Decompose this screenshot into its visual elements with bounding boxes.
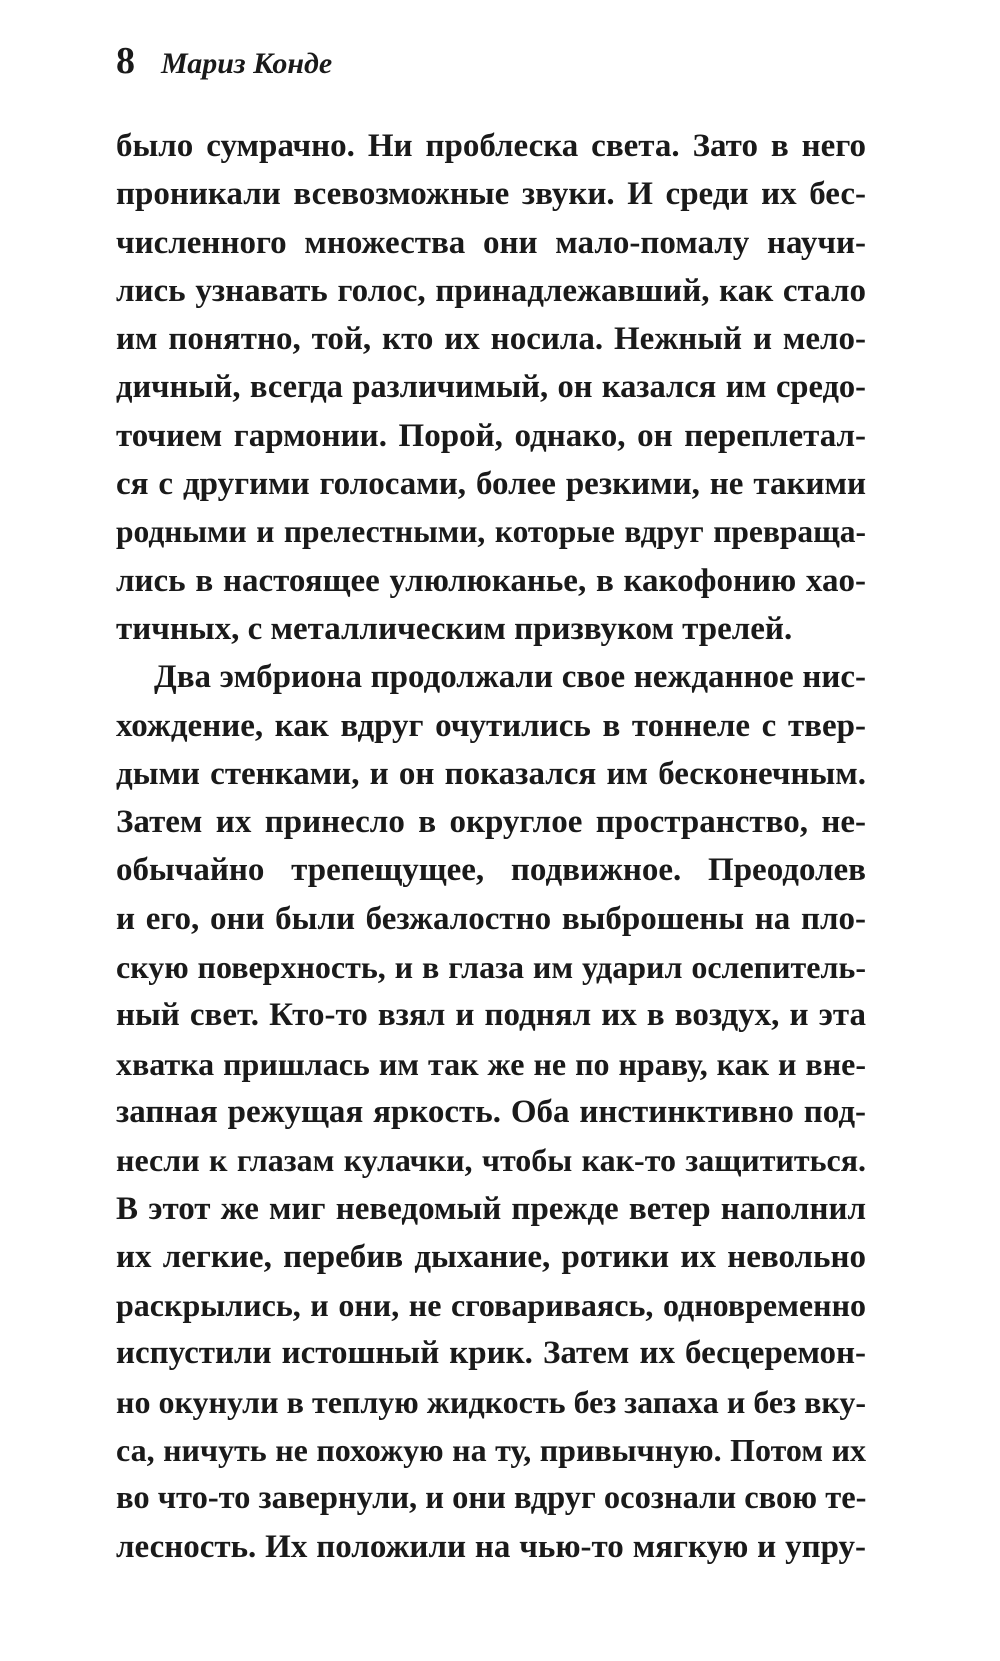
text-line: точием гармонии. Порой, однако, он переплетал- xyxy=(116,417,866,454)
page-number: 8 xyxy=(116,40,135,82)
text-line: скую поверхность, и в глаза им ударил ослепитель- xyxy=(116,949,866,986)
text-line: им понятно, той, кто их носила. Нежный и мело- xyxy=(116,321,866,358)
text-line: хождение, как вдруг очутились в тоннеле с твер- xyxy=(116,707,866,744)
text-line: дыми стенками, и он показался им бесконечным. xyxy=(116,755,866,792)
text-line: лесность. Их положили на чью-то мягкую и упру- xyxy=(116,1528,866,1565)
text-line: численного множества они мало-помалу научи- xyxy=(116,224,866,261)
text-line: раскрылись, и они, не сговариваясь, одновременно xyxy=(116,1287,866,1324)
text-line: запная режущая яркость. Оба инстинктивно под- xyxy=(116,1093,866,1130)
text-line: обычайно трепещущее, подвижное. Преодолев xyxy=(116,852,866,889)
text-line: дичный, всегда различимый, он казался им средо- xyxy=(116,369,866,406)
text-line: са, ничуть не похожую на ту, привычную. Потом их xyxy=(116,1432,866,1469)
text-line: Затем их принесло в округлое пространство, не- xyxy=(116,804,866,841)
text-line-paragraph-start: Два эмбриона продолжали свое нежданное нис- xyxy=(154,659,866,696)
text-line: их легкие, перебив дыхание, ротики их невольно xyxy=(116,1238,866,1275)
text-line: но окунули в теплую жидкость без запаха и без вку- xyxy=(116,1383,866,1420)
text-line: испустили истошный крик. Затем их бесцеремон- xyxy=(116,1335,866,1372)
running-head-author: Мариз Конде xyxy=(161,47,333,80)
text-line: ся с другими голосами, более резкими, не такими xyxy=(116,466,866,503)
page-header xyxy=(116,36,332,86)
text-line: лись в настоящее улюлюканье, в какофонию хао- xyxy=(116,562,866,599)
text-line: и его, они были безжалостно выброшены на пло- xyxy=(116,900,866,937)
text-line: проникали всевозможные звуки. И среди их бес- xyxy=(116,176,866,213)
text-line-paragraph-end: тичных, с металлическим призвуком трелей. xyxy=(116,610,793,647)
text-line: родными и прелестными, которые вдруг превраща- xyxy=(116,514,866,550)
text-line: лись узнавать голос, принадлежавший, как стало xyxy=(116,272,866,309)
text-line: хватка пришлась им так же не по нраву, как и вне- xyxy=(116,1045,866,1082)
text-line: ный свет. Кто-то взял и поднял их в воздух, и эта xyxy=(116,997,866,1034)
text-line: во что-то завернули, и они вдруг осознали свою те- xyxy=(116,1480,866,1517)
text-line: было сумрачно. Ни проблеска света. Зато в него xyxy=(116,128,866,164)
text-line: В этот же миг неведомый прежде ветер наполнил xyxy=(116,1190,866,1227)
text-line: несли к глазам кулачки, чтобы как-то защититься. xyxy=(116,1142,866,1179)
body-text xyxy=(116,122,866,1571)
